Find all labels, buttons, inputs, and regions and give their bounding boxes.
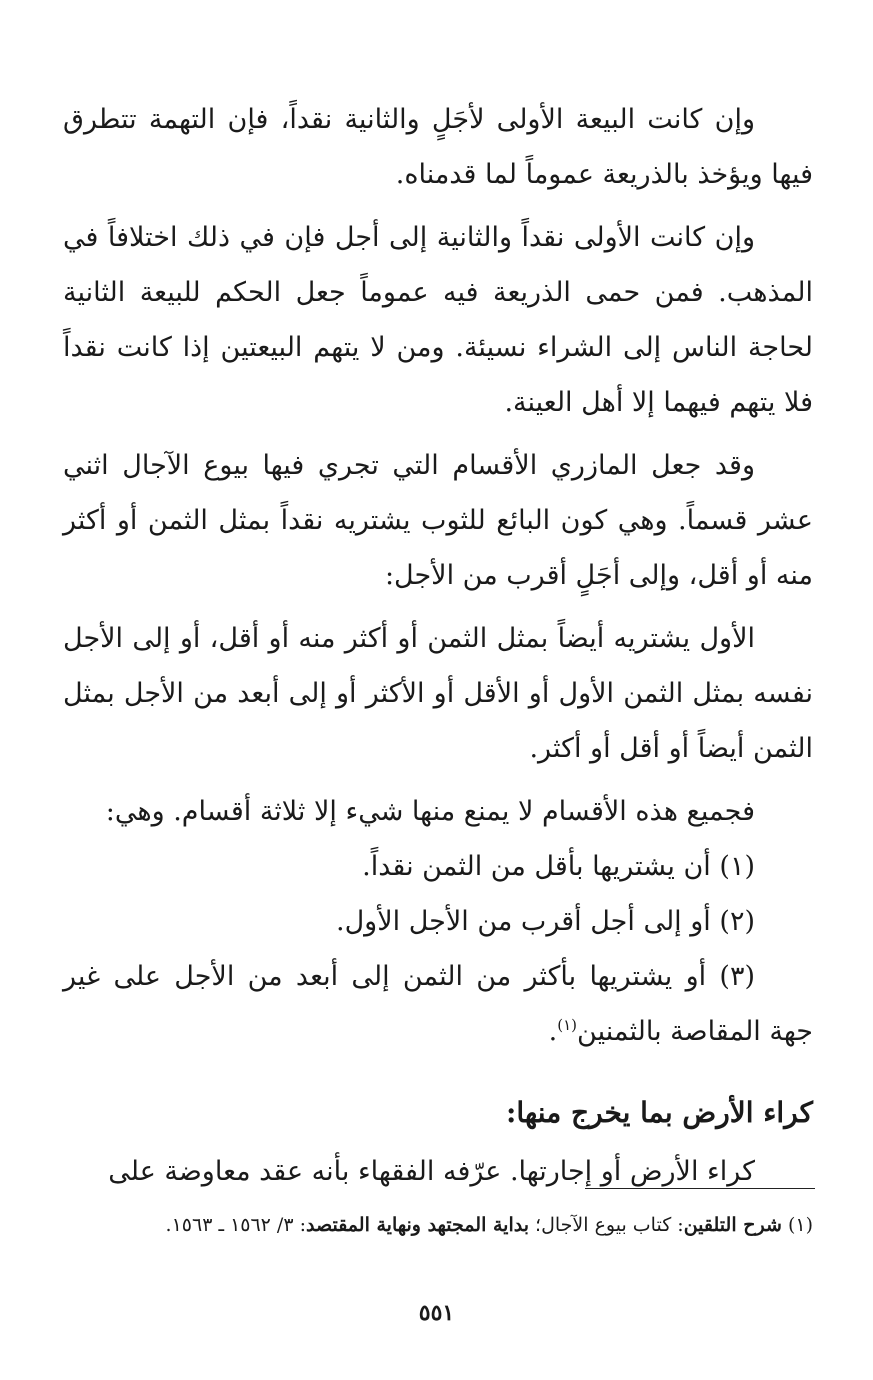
main-text [63, 92, 813, 1207]
footnote-source-1: شرح التلقين [683, 1214, 782, 1236]
list-item-1: (١) أن يشتريها بأقل من الثمن نقداً. [362, 851, 755, 882]
footnote-number: (١) [787, 1214, 813, 1236]
paragraph-1: وإن كانت البيعة الأولى لأجَلٍ والثانية نقداً، فإن التهمة تتطرق فيها ويؤخذ بالذريعة عموماً لما قدمناه. [63, 104, 813, 190]
footnote-text-2: : ٣/ ١٥٦٢ ـ ١٥٦٣. [165, 1214, 307, 1236]
list-item-3 [63, 949, 813, 1059]
paragraph-5: فجميع هذه الأقسام لا يمنع منها شيء إلا ثلاثة أقسام. وهي: [105, 796, 755, 827]
list-item-3-text: (٣) أو يشتريها بأكثر من الثمن إلى أبعد من الأجل على غير جهة المقاصة بالثمنين [63, 961, 813, 1047]
list-item-3-end: . [548, 1016, 558, 1047]
paragraph-3: وقد جعل المازري الأقسام التي تجري فيها بيوع الآجال اثني عشر قسماً. وهي كون البائع للثوب يشتريه نقداً بمثل الثمن أو أكثر منه أو أقل، وإلى أجَلٍ أقرب من الأجل: [63, 450, 813, 591]
section-paragraph: كراء الأرض أو إجارتها. عرّفه الفقهاء بأنه عقد معاوضة على [108, 1156, 755, 1187]
paragraph-4: الأول يشتريه أيضاً بمثل الثمن أو أكثر منه أو أقل، أو إلى الأجل نفسه بمثل الثمن الأول أو الأقل أو الأكثر أو إلى أبعد من الأجل بمثل الثمن أيضاً أو أقل أو أكثر. [63, 623, 813, 764]
paragraph-2: وإن كانت الأولى نقداً والثانية إلى أجل فإن في ذلك اختلافاً في المذهب. فمن حمى الذريعة فيه عموماً جعل الحكم للبيعة الثانية لحاجة الناس إلى الشراء نسيئة. ومن لا يتهم البيعتين إذا كانت نقداً فلا يتهم فيهما إلا أهل العينة. [63, 222, 813, 418]
footnote-text-1: : كتاب بيوع الآجال؛ [535, 1214, 684, 1236]
footnote-reference: (١) [557, 1016, 578, 1034]
section-heading: كراء الأرض بما يخرج منها: [506, 1096, 813, 1129]
footnote-source-2: بداية المجتهد ونهاية المقتصد [306, 1214, 529, 1236]
footnote [63, 1206, 813, 1244]
footnote-divider [585, 1188, 815, 1189]
list-item-2: (٢) أو إلى أجل أقرب من الأجل الأول. [335, 906, 755, 937]
page-number: ٥٥١ [418, 1300, 455, 1326]
